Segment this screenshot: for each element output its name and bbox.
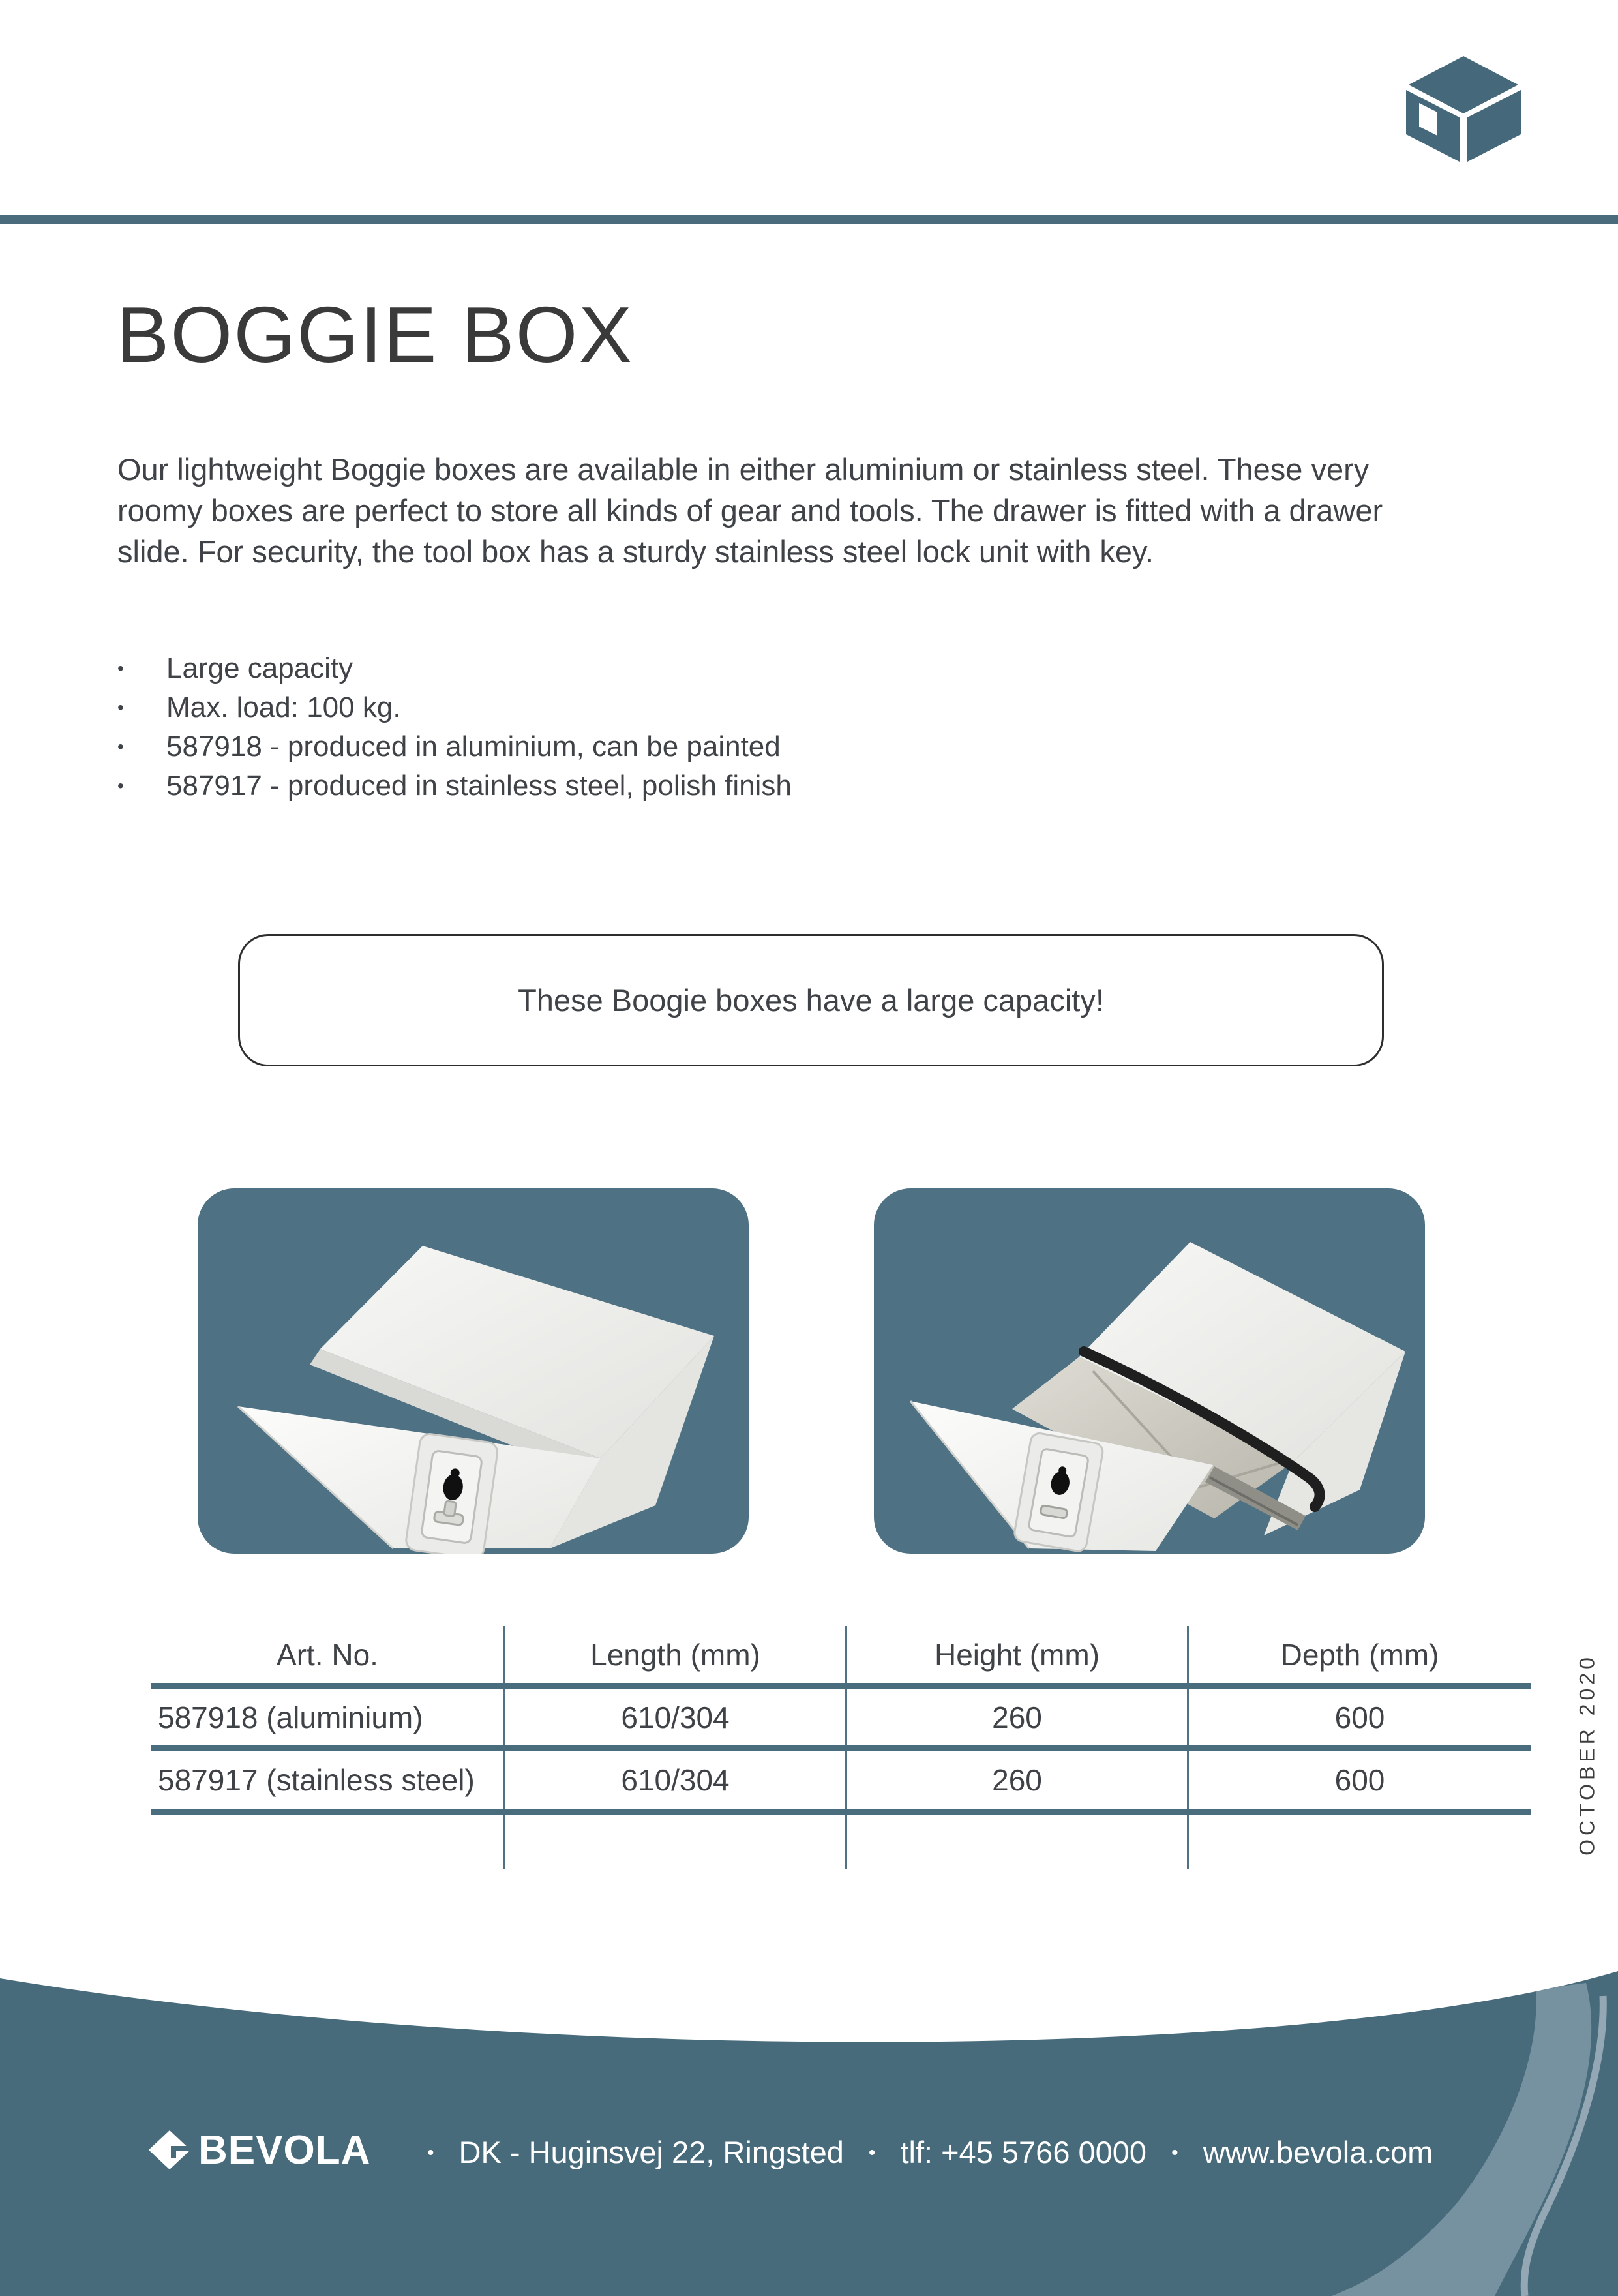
footer-wave [0,1944,1618,2296]
column-header: Length (mm) [505,1626,847,1683]
bullet-icon: • [117,658,124,678]
column-header: Art. No. [151,1626,505,1683]
table-row [151,1689,1531,1751]
bullet-icon: • [117,697,124,718]
list-item-label: 587917 - produced in stainless steel, polish finish [166,770,792,802]
list-item [117,688,792,727]
footer-phone: tlf: +45 5766 0000 [900,2134,1147,2169]
bullet-icon: • [117,776,124,796]
box-cube-logo-icon [1406,55,1521,164]
list-item-label: Large capacity [166,652,353,684]
callout-box [238,934,1384,1066]
publication-date: OCTOBER 2020 [1575,1654,1599,1856]
table-row [151,1751,1531,1815]
product-photo-open-box [874,1188,1425,1554]
table-cell: 260 [847,1689,1189,1745]
spec-table [151,1626,1531,1869]
product-photo-closed-box [198,1188,749,1554]
bullet-icon: • [117,736,124,757]
column-header: Depth (mm) [1280,1637,1439,1672]
separator-dot-icon: • [427,2142,434,2164]
page-title: BOGGIE BOX [116,290,633,379]
intro-paragraph: Our lightweight Boggie boxes are available in either aluminium or stainless steel. These very roomy boxes are perfect to store all kinds of gear and tools. The drawer is fitted with a drawer slide. For security, the tool box has a sturdy stainless steel lock unit with key. [117,452,1383,569]
table-cell: 600 [1334,1763,1385,1797]
bevola-diamond-icon [149,2130,190,2169]
callout-text: These Boogie boxes have a large capacity! [518,983,1104,1018]
header-rule [0,215,1618,224]
separator-dot-icon: • [1171,2142,1178,2164]
footer-address: DK - Huginsvej 22, Ringsted [458,2134,844,2169]
list-item [117,727,792,766]
list-item-label: 587918 - produced in aluminium, can be painted [166,731,781,763]
footer-contact-row [427,2136,1433,2168]
table-cell: 610/304 [505,1751,847,1809]
list-item [117,766,792,806]
feature-list [117,649,792,806]
column-header: Height (mm) [847,1626,1189,1683]
table-header-row [151,1626,1531,1689]
table-empty-row [151,1815,1531,1869]
list-item-label: Max. load: 100 kg. [166,691,401,723]
list-item [117,649,792,688]
brand-name: BEVOLA [198,2127,371,2173]
separator-dot-icon: • [868,2142,876,2164]
table-cell: 587918 (aluminium) [151,1689,505,1745]
lock-plate [405,1433,499,1554]
table-cell: 587917 (stainless steel) [151,1751,505,1809]
footer-website[interactable]: www.bevola.com [1203,2134,1433,2169]
table-cell: 260 [847,1751,1189,1809]
table-cell: 610/304 [505,1689,847,1745]
table-cell: 600 [1334,1700,1385,1734]
